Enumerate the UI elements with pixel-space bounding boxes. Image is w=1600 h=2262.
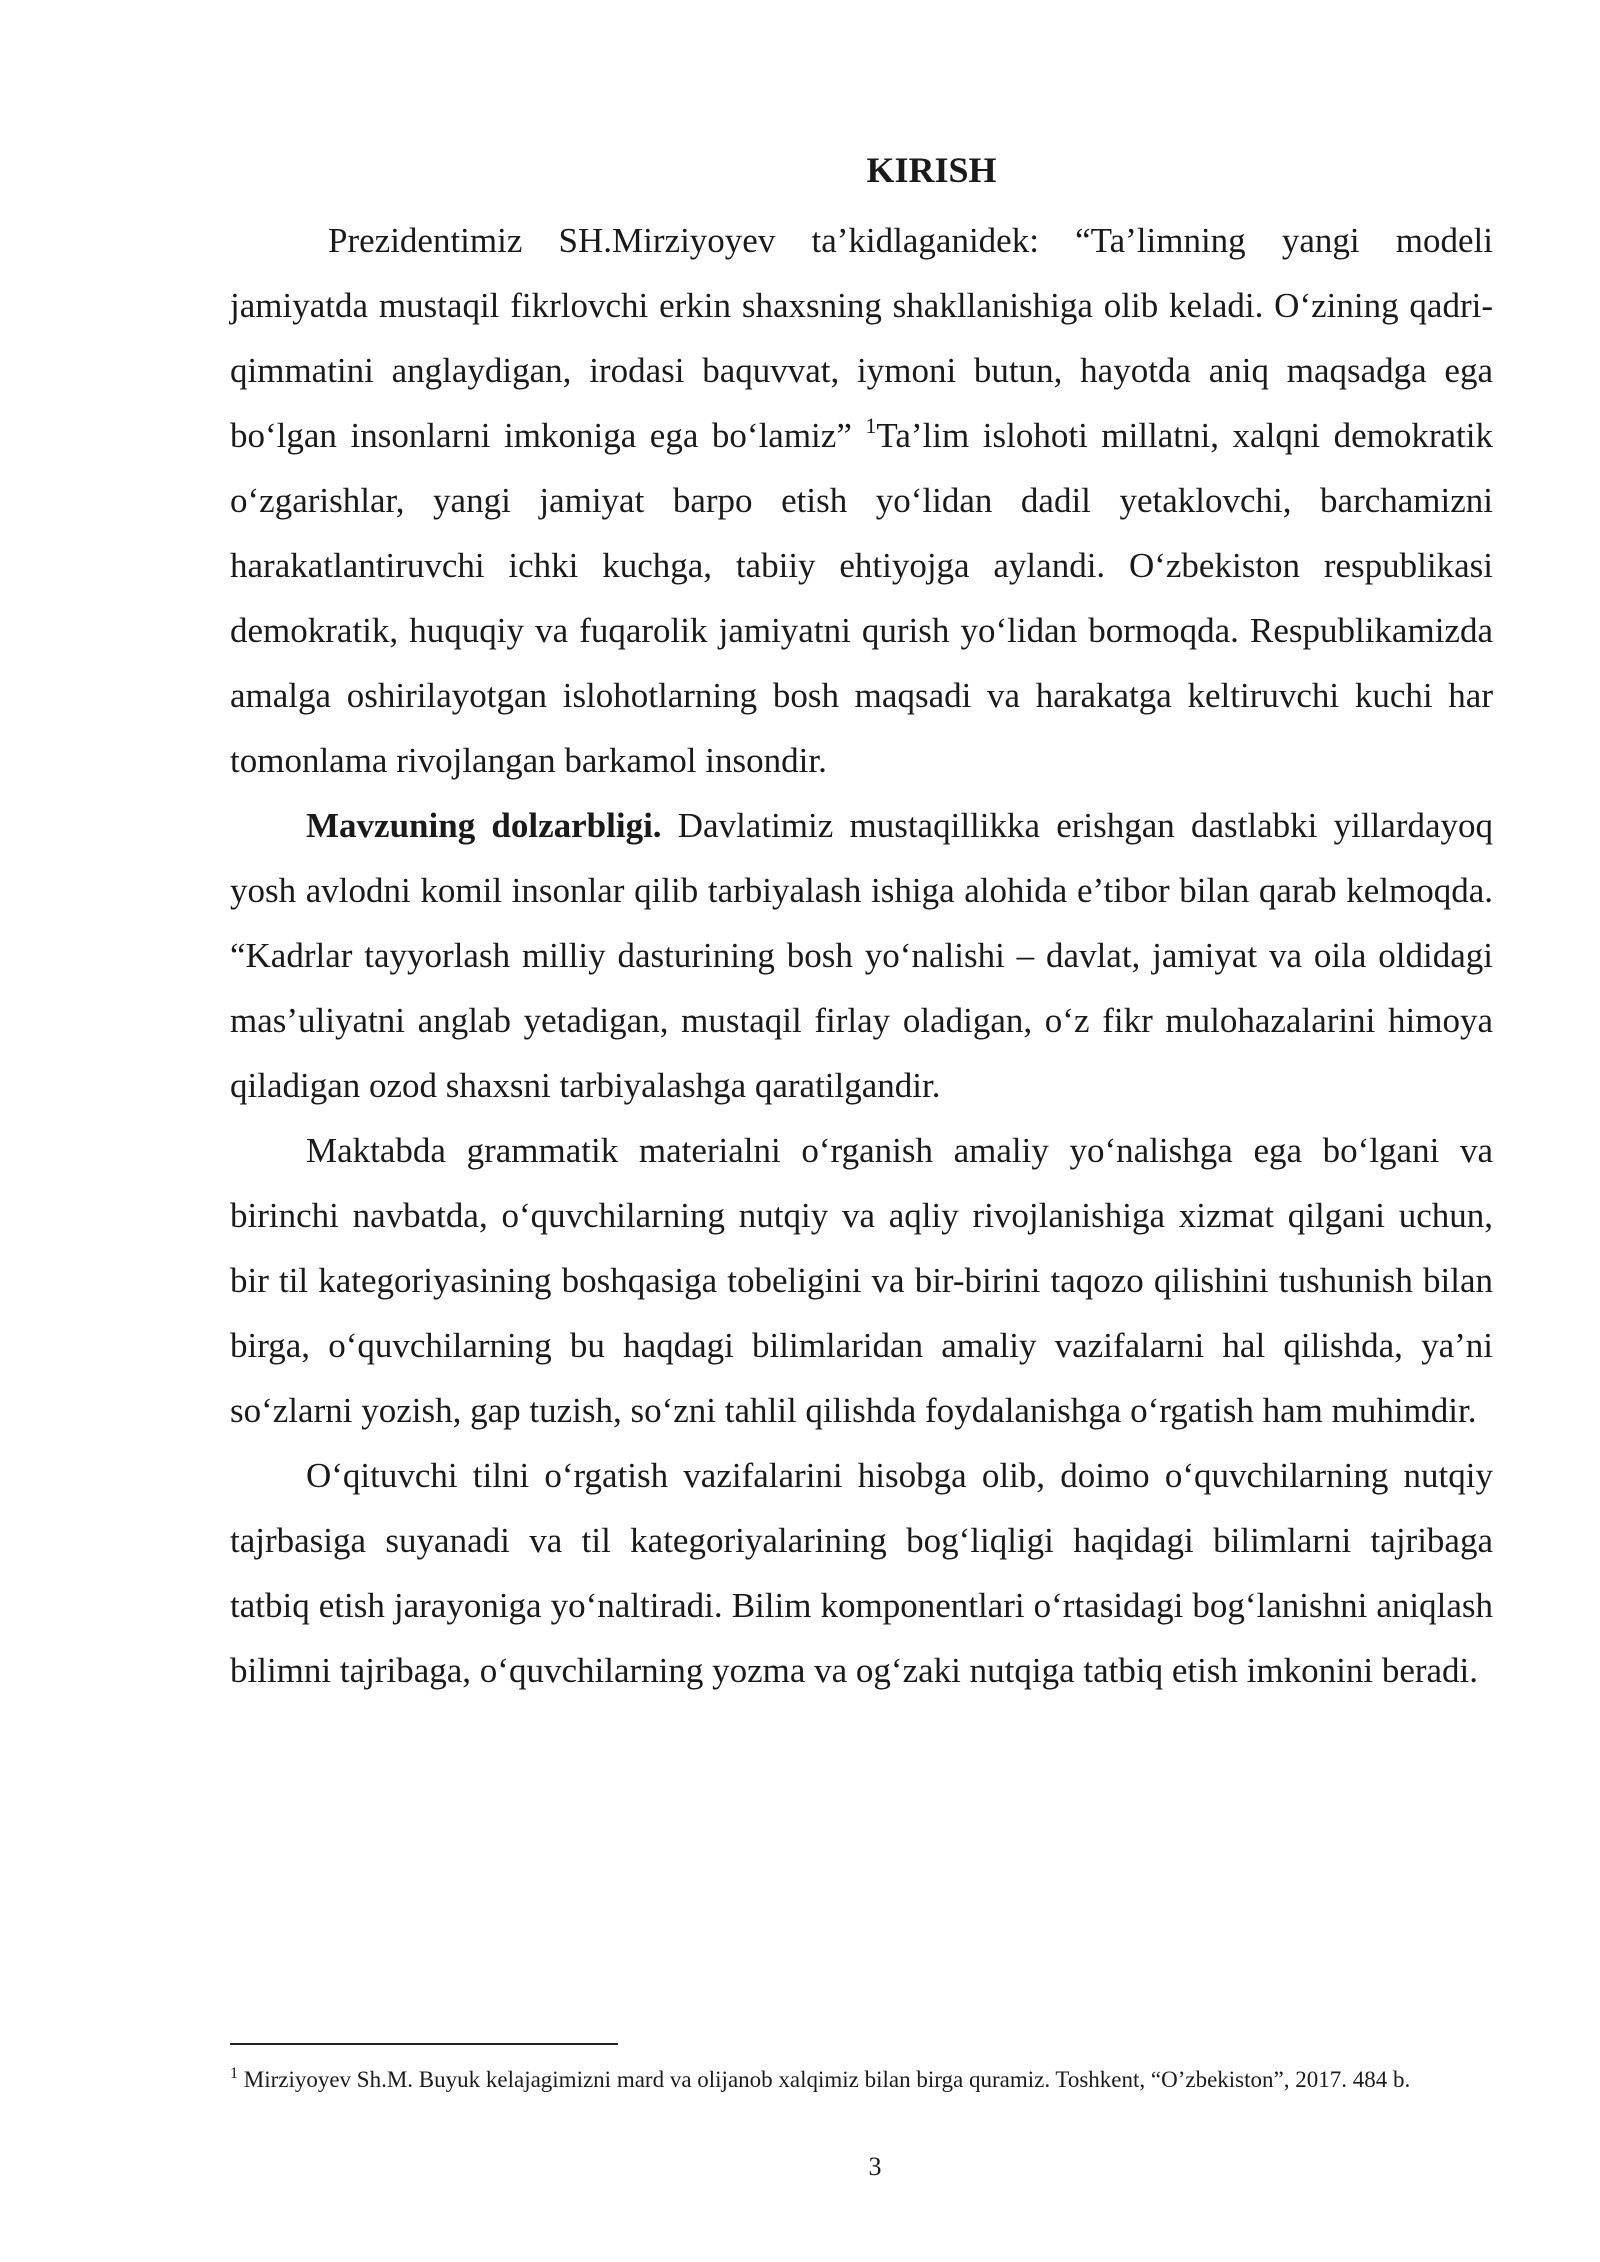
document-page [230,140,1493,1703]
footnote [230,2063,1493,2096]
paragraph-relevance [230,793,1493,1118]
paragraph-intro [230,208,1493,793]
paragraph-intro-text-a: Prezidentimiz SH.Mirziyoyev ta’kidlaganidek: “Ta’limning yangi modeli jamiyatda mustaqil fikrlovchi erkin shaxsning shakllanishiga olib keladi. O‘zining qadri-qimmatini anglaydigan, irodasi baquvvat, iymoni butun, hayotda aniq maqsadga ega bo‘lgan insonlarni imkoniga ega bo‘lamiz” [230,221,1493,455]
footnote-text: Mirziyoyev Sh.M. Buyuk kelajagimizni mard va olijanob xalqimiz bilan birga quramiz. Toshkent, “O’zbekiston”, 2017. 484 b. [238,2067,1411,2092]
paragraph-grammar: Maktabda grammatik materialni o‘rganish amaliy yo‘nalishga ega bo‘lgani va birinchi navbatda, o‘quvchilarning nutqiy va aqliy rivojlanishiga xizmat qilgani uchun, bir til kategoriyasining boshqasiga tobeligini va bir-birini taqozo qilishini tushunish bilan birga, o‘quvchilarning bu haqdagi bilimlaridan amaliy vazifalarni hal qilishda, ya’ni so‘zlarni yozish, gap tuzish, so‘zni tahlil qilishda foydalanishga o‘rgatish ham muhimdir. [230,1131,1493,1430]
paragraph-intro-text-b: Ta’lim islohoti millatni, xalqni demokratik o‘zgarishlar, yangi jamiyat barpo etish yo‘lidan dadil yetaklovchi, barchamizni harakatlantiruvchi ichki kuchga, tabiiy ehtiyojga aylandi. O‘zbekiston respublikasi demokratik, huquqiy va fuqarolik jamiyatni qurish yo‘lidan bormoqda. Respublikamizda amalga oshirilayotgan islohotlarning bosh maqsadi va harakatga keltiruvchi kuchi har tomonlama rivojlangan barkamol insondir. [230,416,1493,780]
footnote-divider [230,2043,618,2045]
relevance-text: Davlatimiz mustaqillikka erishgan dastlabki yillardayoq yosh avlodni komil insonlar qilib tarbiyalash ishiga alohida e’tibor bilan qarab kelmoqda. “Kadrlar tayyorlash milliy dasturining bosh yo‘nalishi – davlat, jamiyat va oila oldidagi mas’uliyatni anglab yetadigan, mustaqil firlay oladigan, o‘z fikr mulohazalarini himoya qiladigan ozod shaxsni tarbiyalashga qaratilgandir. [230,806,1493,1105]
footnote-reference[interactable]: 1 [865,413,877,438]
page-number: 3 [868,2152,882,2181]
section-heading: KIRISH [866,150,997,190]
relevance-lead: Mavzuning dolzarbligi. [306,806,662,845]
footnote-marker: 1 [230,2065,238,2082]
paragraph-teacher: O‘qituvchi tilni o‘rgatish vazifalarini hisobga olib, doimo o‘quvchilarning nutqiy tajrbasiga suyanadi va til kategoriyalarining bog‘liqligi haqidagi bilimlarni tajribaga tatbiq etish jarayoniga yo‘naltiradi. Bilim komponentlari o‘rtasidagi bog‘lanishni aniqlash bilimni tajribaga, o‘quvchilarning yozma va og‘zaki nutqiga tatbiq etish imkonini beradi. [230,1456,1493,1690]
